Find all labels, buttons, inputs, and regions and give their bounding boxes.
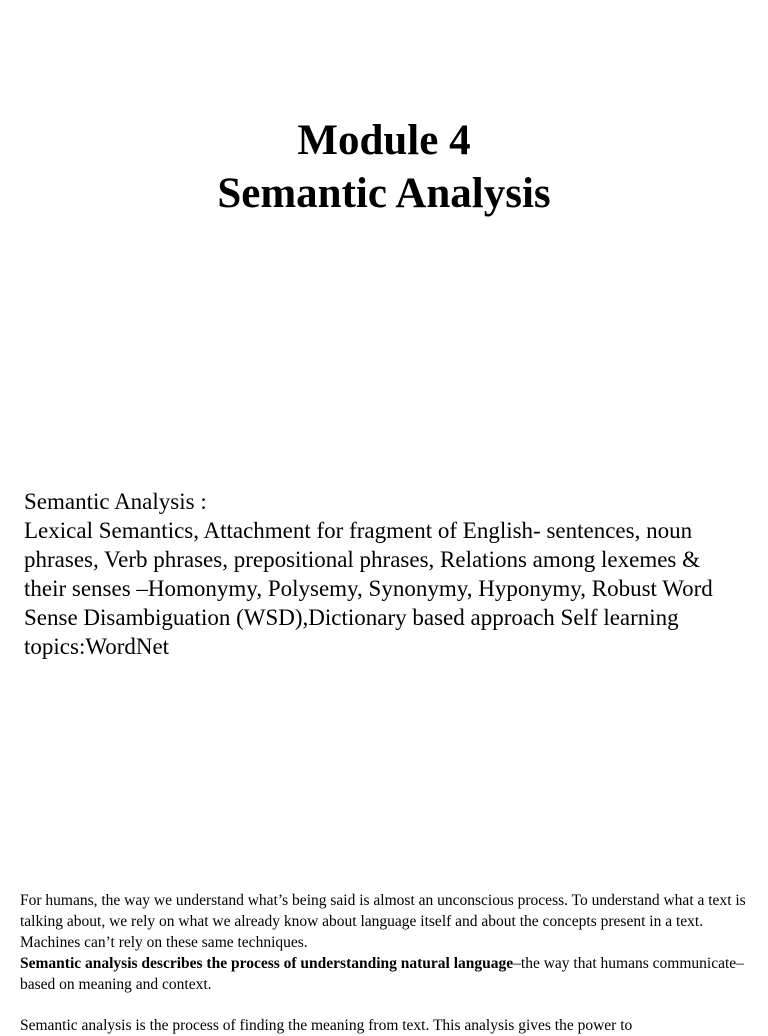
module-topic-title: Semantic Analysis	[217, 170, 551, 217]
page-title	[0, 114, 768, 220]
module-number-title: Module 4	[297, 117, 471, 164]
truncated-paragraph: Semantic analysis is the process of finding the meaning from text. This analysis gives the power to	[20, 1017, 633, 1034]
definition-bold-text: Semantic analysis describes the process of understanding natural language	[20, 955, 514, 972]
syllabus-section	[24, 487, 734, 661]
syllabus-topics: Lexical Semantics, Attachment for fragment of English- sentences, noun phrases, Verb phrases, prepositional phrases, Relations among lexemes & their senses –Homonymy, Polysemy, Synonymy, Hyponymy, Robust Word Sense Disambiguation (WSD),Dictionary based approach Self learning topics:WordNet	[24, 518, 713, 659]
intro-section	[20, 890, 748, 995]
definition-rest-text: –the way that humans communicate–based on meaning and context.	[20, 955, 744, 993]
definition-paragraph	[20, 953, 748, 995]
intro-paragraph: For humans, the way we understand what’s being said is almost an unconscious process. To understand what a text is talking about, we rely on what we already know about language itself and about the concepts present in a text. Machines can’t rely on these same techniques.	[20, 892, 746, 951]
syllabus-heading: Semantic Analysis :	[24, 489, 207, 514]
